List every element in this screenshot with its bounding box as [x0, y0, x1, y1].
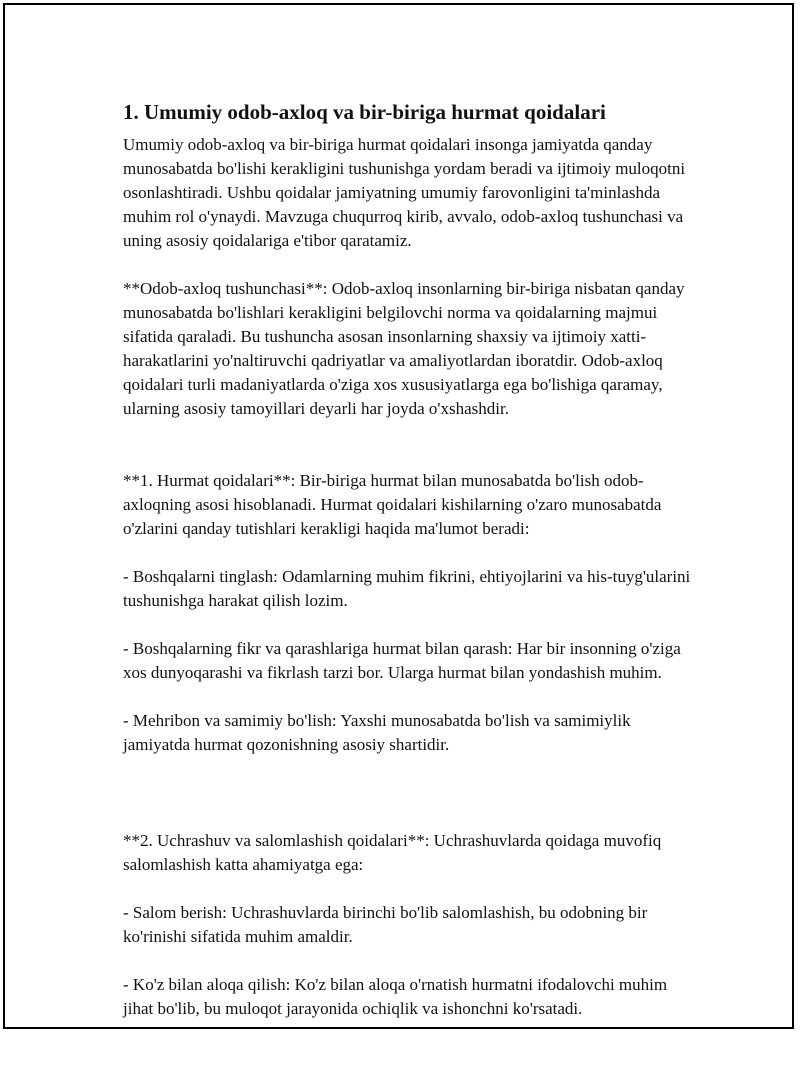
respect-rules-intro: **1. Hurmat qoidalari**: Bir-biriga hurmat bilan munosabatda bo'lish odob-axloqning asosi hisoblanadi. Hurmat qoidalari kishilarning o'zaro munosabatda o'zlarini qanday tutishlari kerakligi haqida ma'lumot beradi: — [123, 471, 662, 538]
concept-paragraph: **Odob-axloq tushunchasi**: Odob-axloq insonlarning bir-biriga nisbatan qanday munosabatda bo'lishlari kerakligini belgilovchi norma va qoidalarning majmui sifatida qaraladi. Bu tushuncha asosan insonlarning shaxsiy va ijtimoiy xatti-harakatlarini yo'naltiruvchi qadriyatlar va amaliyotlardan iboratdir. Odob-axloq qoidalari turli madaniyatlarda o'ziga xos xususiyatlarga ega bo'lishiga qaramay, ularning asosiy tamoyillari deyarli har joyda o'xshashdir. — [123, 279, 685, 418]
list-item: - Ko'z bilan aloqa qilish: Ko'z bilan aloqa o'rnatish hurmatni ifodalovchi muhim jihat bo'lib, bu muloqot jarayonida ochiqlik va ishonchni ko'rsatadi. — [123, 975, 668, 1018]
list-item: - Mehribon va samimiy bo'lish: Yaxshi munosabatda bo'lish va samimiylik jamiyatda hurmat qozonishning asosiy shartidir. — [123, 711, 631, 754]
greeting-rules-intro: **2. Uchrashuv va salomlashish qoidalari**: Uchrashuvlarda qoidaga muvofiq salomlashish katta ahamiyatga ega: — [123, 831, 662, 874]
list-item: - Salom berish: Uchrashuvlarda birinchi bo'lib salomlashish, bu odobning bir ko'rinishi sifatida muhim amaldir. — [123, 903, 648, 946]
list-item: - Boshqalarning fikr va qarashlariga hurmat bilan qarash: Har bir insonning o'ziga xos dunyoqarashi va fikrlash tarzi bor. Ularga hurmat bilan yondashish muhim. — [123, 639, 681, 682]
list-item: - Boshqalarni tinglash: Odamlarning muhim fikrini, ehtiyojlarini va his-tuyg'ularini tushunishga harakat qilish lozim. — [123, 567, 691, 610]
greeting-rules-section — [123, 805, 695, 1045]
page-title: 1. Umumiy odob-axloq va bir-biriga hurmat qoidalari — [123, 100, 606, 124]
page-frame — [3, 3, 794, 1029]
respect-rules-section — [123, 445, 695, 781]
document-body — [123, 99, 695, 1069]
intro-paragraph: Umumiy odob-axloq va bir-biriga hurmat qoidalari insonga jamiyatda qanday munosabatda bo'lishi kerakligini tushunishga yordam beradi va ijtimoiy muloqotni osonlashtiradi. Ushbu qoidalar jamiyatning umumiy farovonligini ta'minlashda muhim rol o'ynaydi. Mavzuga chuqurroq kirib, avvalo, odob-axloq tushunchasi va uning asosiy qoidalariga e'tibor qaratamiz. — [123, 135, 686, 250]
